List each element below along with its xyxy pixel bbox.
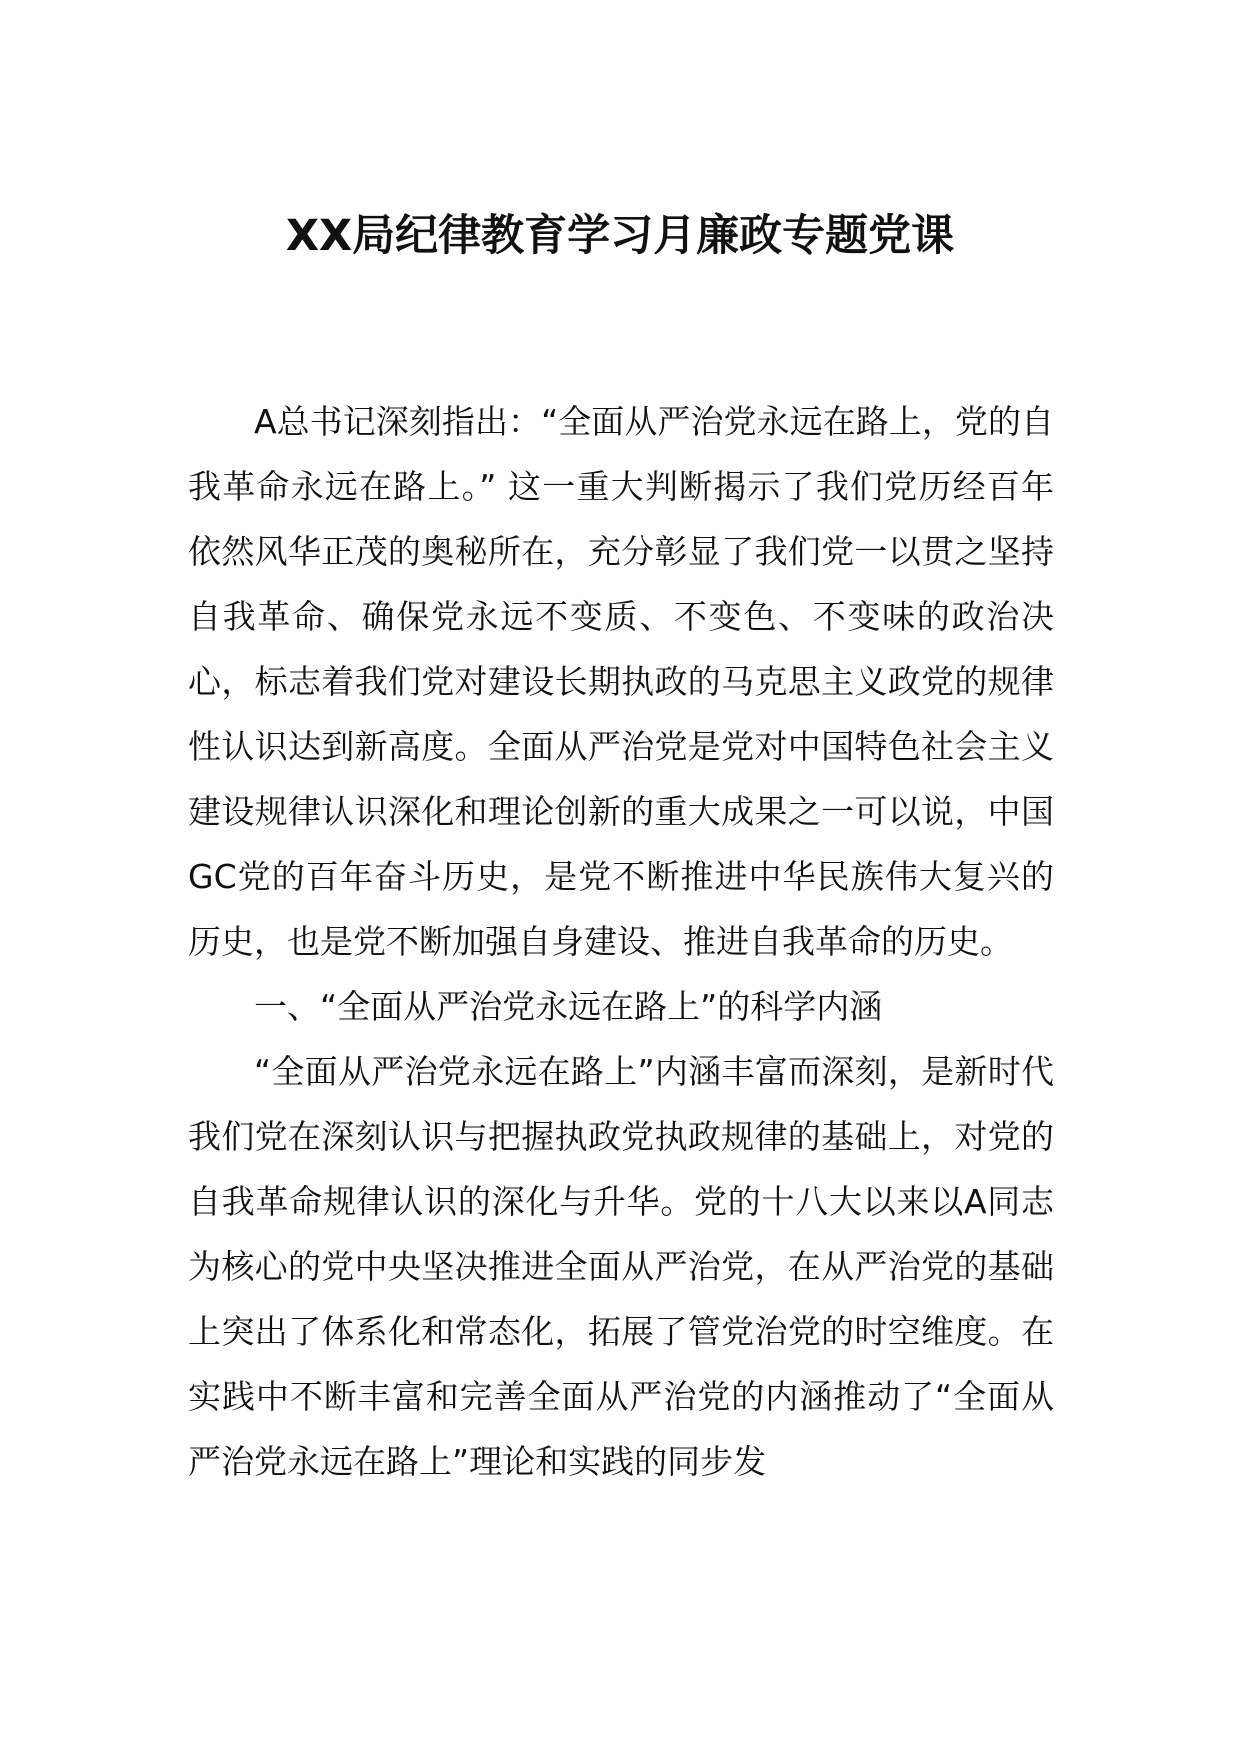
section-heading-1: 一、“全面从严治党永远在路上”的科学内涵 (254, 987, 883, 1026)
section-1-paragraph: “全面从严治党永远在路上”内涵丰富而深刻，是新时代我们党在深刻认识与把握执政党执政规律的基础上，对党的自我革命规律认识的深化与升华。党的十八大以来以A同志为核心的党中央坚决推进全面从严治党，在从严治党的基础上突出了体系化和常态化，拓展了管党治党的时空维度。在实践中不断丰富和完善全面从严治党的内涵推动了“全面从严治党永远在路上”理论和实践的同步发 (188, 1052, 1054, 1481)
document-body (188, 389, 1054, 1494)
document-title: XX局纪律教育学习月廉政专题党课 (285, 211, 955, 261)
intro-paragraph: A总书记深刻指出：“全面从严治党永远在路上，党的自我革命永远在路上。” 这一重大判断揭示了我们党历经百年依然风华正茂的奥秘所在，充分彰显了我们党一以贯之坚持自我革命、确保党永远不变质、不变色、不变味的政治决心，标志着我们党对建设长期执政的马克思主义政党的规律性认识达到新高度。全面从严治党是党对中国特色社会主义建设规律认识深化和理论创新的重大成果之一可以说，中国GC党的百年奋斗历史，是党不断推进中华民族伟大复兴的历史，也是党不断加强自身建设、推进自我革命的历史。 (188, 402, 1054, 961)
